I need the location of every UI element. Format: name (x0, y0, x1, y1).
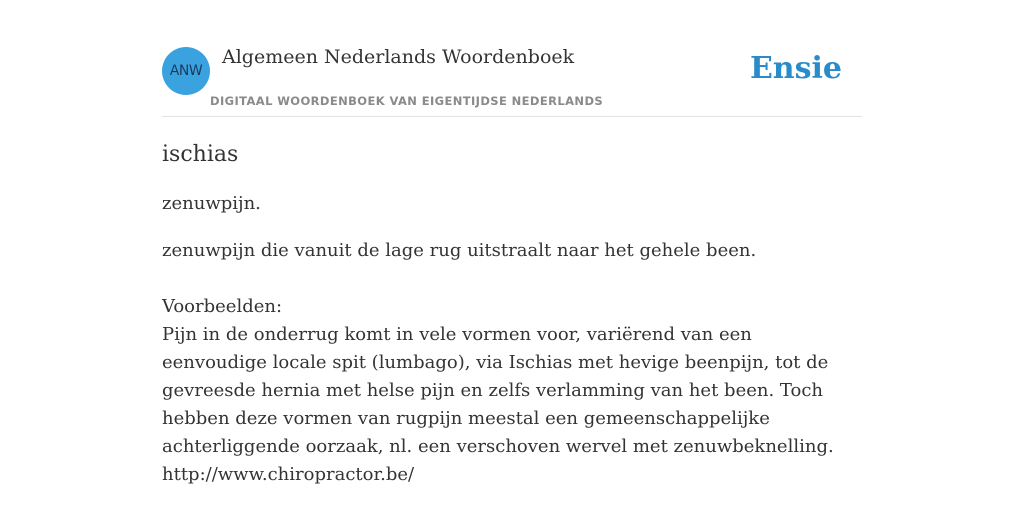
site-subtitle: DIGITAAL WOORDENBOEK VAN EIGENTIJDSE NEDERLANDS (210, 94, 604, 108)
anw-logo[interactable] (162, 47, 210, 95)
long-definition: zenuwpijn die vanuit de lage rug uitstraalt naar het gehele been. (162, 240, 757, 261)
examples-label: Voorbeelden: (162, 296, 283, 317)
examples-section (162, 293, 862, 489)
site-header (162, 0, 862, 117)
site-title[interactable]: Algemeen Nederlands Woordenboek (222, 46, 575, 68)
short-definition: zenuwpijn. (162, 193, 261, 214)
headword: ischias (162, 142, 239, 167)
example-source: http://www.chiropractor.be/ (162, 464, 415, 485)
entry-content (162, 136, 862, 489)
logo-text: ANW (169, 63, 203, 79)
example-text: Pijn in de onderrug komt in vele vormen voor, variërend van een eenvoudige locale spit (lumbago), via Ischias met hevige beenpijn, tot de gevreesde hernia met helse pijn en zelfs verlamming van het been. Toch hebben deze vormen van rugpijn meestal een gemeenschappelijke achterliggende oorzaak, nl. een verschoven wervel met zenuwbeknelling. (162, 324, 834, 457)
ensie-brand-link[interactable]: Ensie (749, 51, 842, 86)
